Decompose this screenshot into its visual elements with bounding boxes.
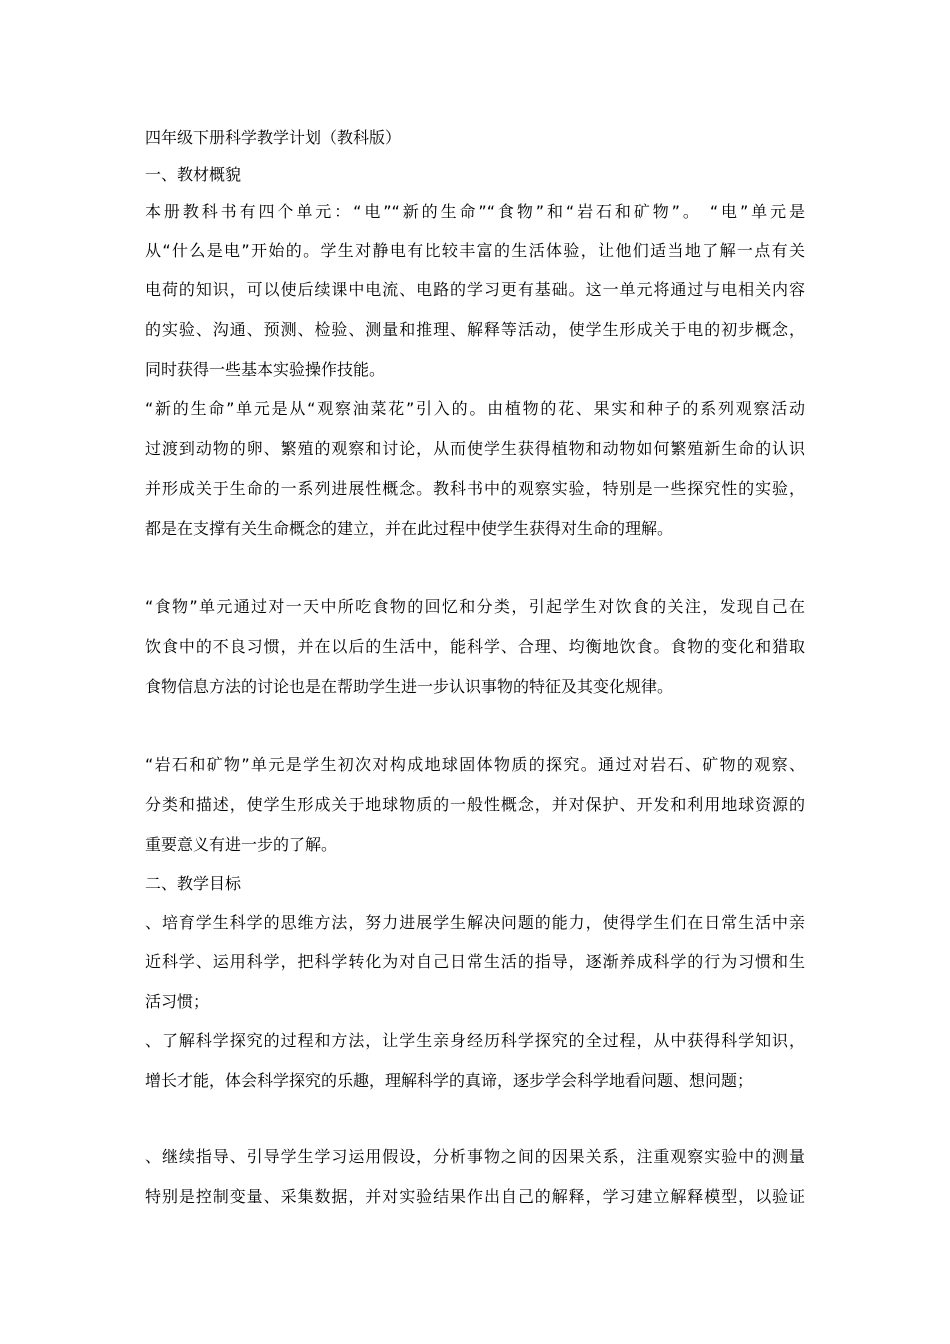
paragraph-line: 重要意义有进一步的了解。 (145, 835, 338, 854)
paragraph-line: 特别是控制变量、采集数据，并对实验结果作出自己的解释，学习建立解释模型，以验证 (145, 1187, 805, 1206)
section-heading-goals: 二、教学目标 (145, 874, 242, 893)
paragraph-line: 电荷的知识，可以使后续课中电流、电路的学习更有基础。这一单元将通过与电相关内容 (145, 280, 805, 299)
paragraph-line: 都是在支撑有关生命概念的建立，并在此过程中使学生获得对生命的理解。 (145, 519, 674, 538)
paragraph-line: “岩石和矿物”单元是学生初次对构成地球固体物质的探究。通过对岩石、矿物的观察、 (145, 755, 805, 774)
paragraph-line: 、了解科学探究的过程和方法，让学生亲身经历科学探究的全过程，从中获得科学知识， (145, 1031, 805, 1050)
paragraph-line: 、培育学生科学的思维方法，努力进展学生解决问题的能力，使得学生们在日常生活中亲 (145, 913, 805, 932)
paragraph-line: 饮食中的不良习惯，并在以后的生活中，能科学、合理、均衡地饮食。食物的变化和猎取 (145, 637, 805, 656)
paragraph-line: 活习惯； (145, 992, 210, 1011)
document-title: 四年级下册科学教学计划（教科版） (145, 128, 402, 147)
section-heading-overview: 一、教材概貌 (145, 165, 242, 184)
paragraph-line: “食物”单元通过对一天中所吃食物的回忆和分类，引起学生对饮食的关注，发现自己在 (145, 597, 805, 616)
paragraph-line: 的实验、沟通、预测、检验、测量和推理、解释等活动，使学生形成关于电的初步概念， (145, 320, 805, 339)
paragraph-line: 从“什么是电”开始的。学生对静电有比较丰富的生活体验，让他们适当地了解一点有关 (145, 241, 805, 260)
paragraph-line: 近科学、运用科学，把科学转化为对自己日常生活的指导，逐渐养成科学的行为习惯和生 (145, 952, 805, 971)
paragraph-line: 分类和描述，使学生形成关于地球物质的一般性概念，并对保护、开发和利用地球资源的 (145, 795, 805, 814)
paragraph-line: 增长才能，体会科学探究的乐趣，理解科学的真谛，逐步学会科学地看问题、想问题； (145, 1071, 754, 1090)
paragraph-line: 并形成关于生命的一系列进展性概念。教科书中的观察实验，特别是一些探究性的实验， (145, 479, 805, 498)
paragraph-line: 同时获得一些基本实验操作技能。 (145, 360, 386, 379)
paragraph-line: 过渡到动物的卵、繁殖的观察和讨论，从而使学生获得植物和动物如何繁殖新生命的认识 (145, 439, 805, 458)
paragraph-line: “新的生命”单元是从“观察油菜花”引入的。由植物的花、果实和种子的系列观察活动 (145, 399, 805, 418)
paragraph-line: 食物信息方法的讨论也是在帮助学生进一步认识事物的特征及其变化规律。 (145, 677, 674, 696)
paragraph-line: 、继续指导、引导学生学习运用假设，分析事物之间的因果关系，注重观察实验中的测量 (145, 1147, 805, 1166)
paragraph-line: 本册教科书有四个单元：“电”“新的生命”“食物”和“岩石和矿物”。 “电”单元是 (145, 202, 805, 221)
